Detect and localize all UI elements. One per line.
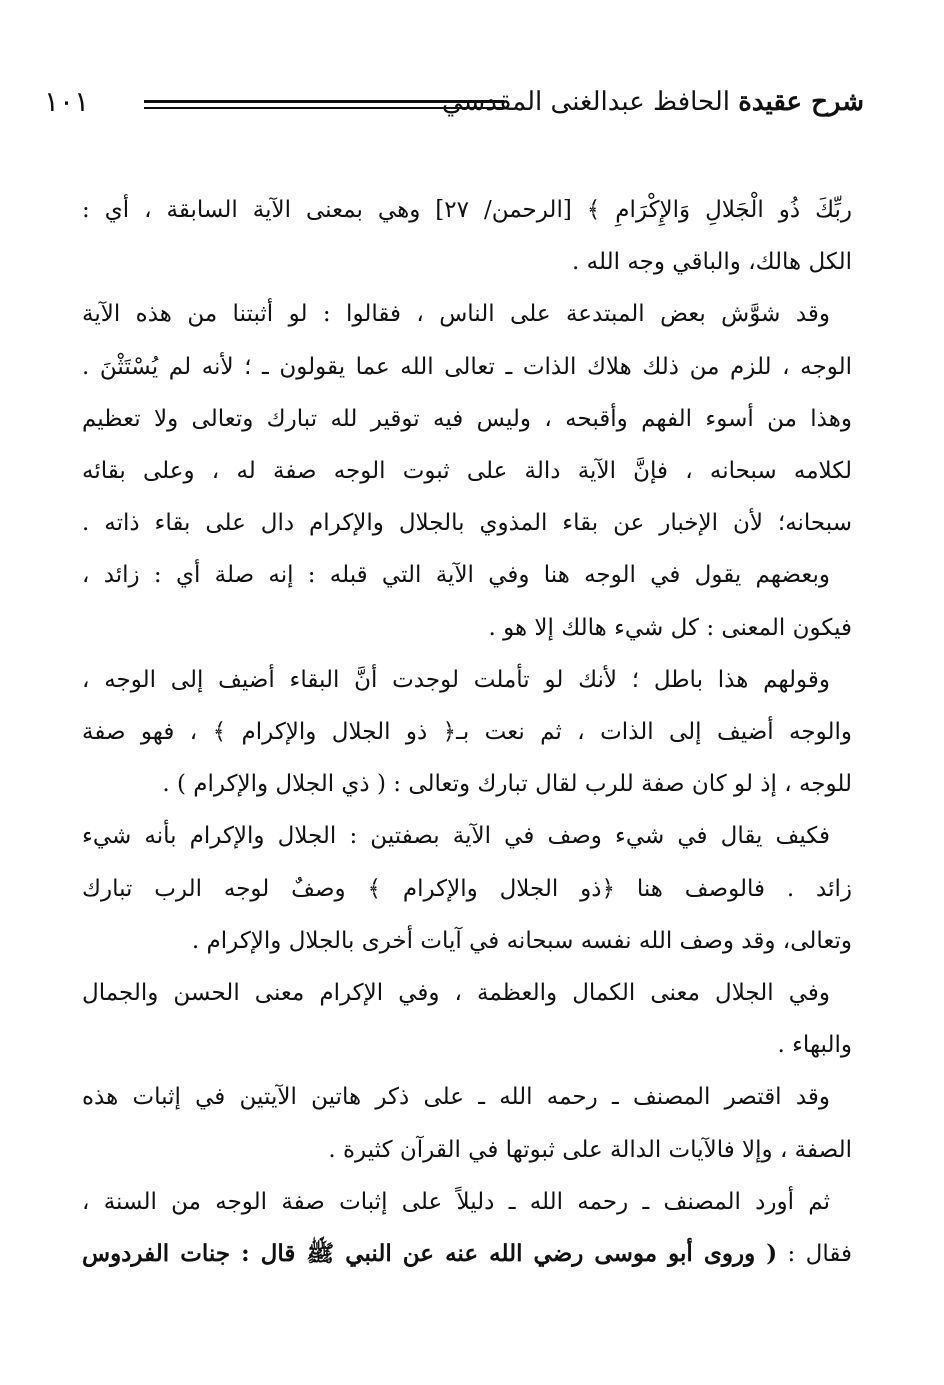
text-line: الكل هالك، والباقي وجه الله .: [572, 249, 852, 276]
text-line: الوجه ، للزم من ذلك هلاك الذات ـ تعالى الله عما يقولون ـ ؛ لأنه لم يُسْتَثْنَ .: [82, 353, 852, 380]
paragraph-start-line: وفي الجلال معنى الكمال والعظمة ، وفي الإكرام معنى الحسن والجمال: [82, 980, 830, 1007]
text-line: ربِّكَ ذُو الْجَلالِ وَالإِكْرَامِ ﴾ [الرحمن/ ٢٧] وهي بمعنى الآية السابقة ، أي :: [82, 197, 852, 223]
page-body: [82, 184, 852, 1280]
quote-lead: فقال :: [787, 1241, 852, 1268]
quote-start-line: [82, 1228, 852, 1280]
text-line: والوجه أضيف إلى الذات ، ثم نعت بـ﴿ ذو الجلال والإكرام ﴾ ، فهو صفة: [82, 719, 852, 746]
text-line: الصفة ، وإلا فالآيات الدالة على ثبوتها في القرآن كثيرة .: [328, 1136, 852, 1163]
text-line: سبحانه؛ لأن الإخبار عن بقاء المذوي بالجلال والإكرام دال على بقاء ذاته .: [82, 510, 852, 537]
text-line: للوجه ، إذ لو كان صفة للرب لقال تبارك وتعالى : ( ذي الجلال والإكرام ) .: [162, 771, 852, 798]
text-line: والبهاء .: [777, 1032, 852, 1059]
page-number: ١٠١: [44, 85, 90, 118]
paragraph-start-line: ثم أورد المصنف ـ رحمه الله ـ دليلاً على إثبات صفة الوجه من السنة ،: [82, 1188, 830, 1215]
hadith-quote-bold: ( وروى أبو موسى رضي الله عنه عن النبي ﷺ قال : جنات الفردوس: [82, 1240, 778, 1268]
running-title-bold: شرح عقيدة: [738, 87, 864, 117]
running-title-rest: الحافظ عبدالغنى المقدسي: [441, 87, 730, 117]
text-line: وتعالى، وقد وصف الله نفسه سبحانه في آيات أخرى بالجلال والإكرام .: [191, 927, 852, 954]
paragraph-start-line: فكيف يقال في شيء وصف في الآية بصفتين : الجلال والإكرام بأنه شيء: [82, 823, 830, 850]
paragraph-start-line: وقد شوَّش بعض المبتدعة على الناس ، فقالوا : لو أثبتنا من هذه الآية: [82, 301, 830, 328]
paragraph-start-line: وقولهم هذا باطل ؛ لأنك لو تأملت لوجدت أنَّ البقاء أضيف إلى الوجه ،: [82, 666, 830, 693]
paragraph-start-line: وبعضهم يقول في الوجه هنا وفي الآية التي قبله : إنه صلة أي : زائد ،: [82, 562, 830, 589]
text-line: فيكون المعنى : كل شيء هالك إلا هو .: [488, 614, 852, 641]
running-title: [442, 82, 864, 122]
paragraph-start-line: وقد اقتصر المصنف ـ رحمه الله ـ على ذكر هاتين الآيتين في إثبات هذه: [82, 1084, 830, 1111]
text-line: زائد . فالوصف هنا ﴿ذو الجلال والإكرام ﴾ وصفٌ لوجه الرب تبارك: [82, 875, 852, 902]
header-rule: [144, 100, 504, 109]
text-line: وهذا من أسوء الفهم وأقبحه ، وليس فيه توقير لله تبارك وتعالى ولا تعظيم: [82, 405, 852, 432]
page-header: [44, 82, 864, 130]
text-line: لكلامه سبحانه ، فإنَّ الآية دالة على ثبوت الوجه صفة له ، وعلى بقائه: [82, 458, 852, 485]
